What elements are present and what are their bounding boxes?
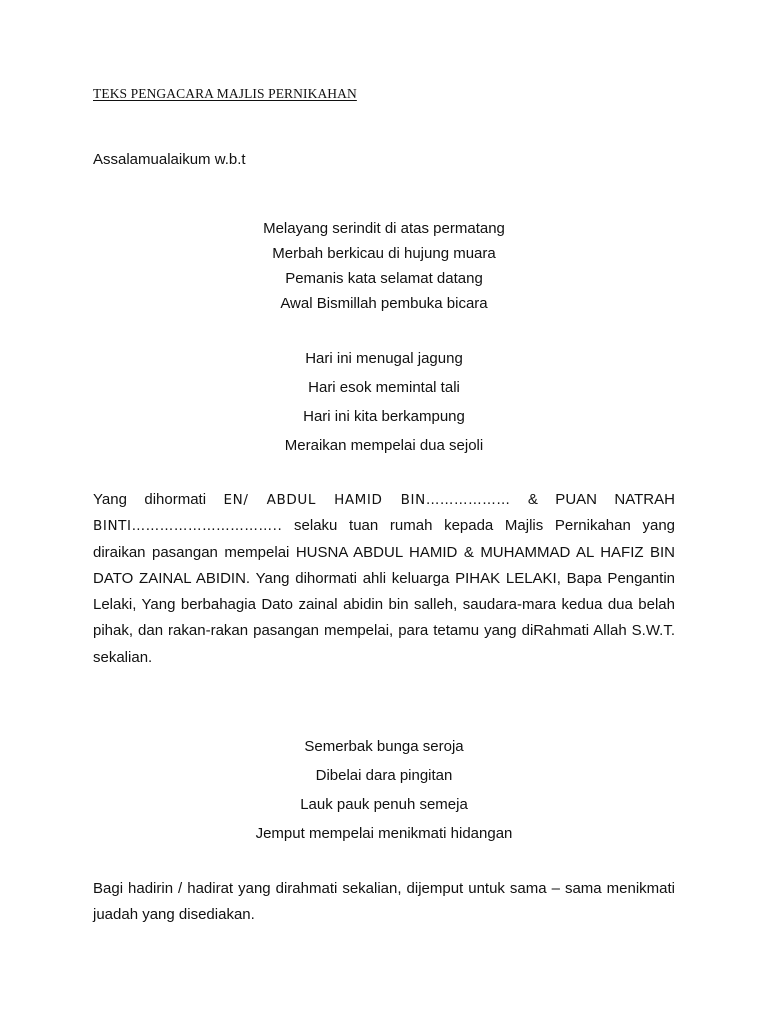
pantun-line: Melayang serindit di atas permatang	[263, 220, 505, 237]
pantun-line: Dibelai dara pingitan	[315, 767, 453, 784]
pantun-feast	[93, 732, 675, 848]
paragraph-text: Yang dihormati	[93, 491, 224, 508]
greeting: Assalamualaikum w.b.t	[93, 151, 246, 168]
pantun-opening	[93, 216, 675, 316]
pantun-line: Jemput mempelai menikmati hidangan	[255, 825, 513, 842]
pantun-gathering	[93, 344, 675, 460]
pantun-line: Lauk pauk penuh semeja	[300, 796, 468, 813]
host-father-placeholder: EN/ ABDUL HAMID BIN………………	[223, 492, 511, 508]
pantun-line: Meraikan mempelai dua sejoli	[284, 437, 484, 454]
pantun-line: Hari ini menugal jagung	[305, 350, 463, 367]
document-title: TEKS PENGACARA MAJLIS PERNIKAHAN	[93, 86, 357, 101]
welcome-paragraph	[93, 487, 675, 671]
paragraph-text: selaku tuan rumah kepada Majlis Pernikahan yang diraikan pasangan mempelai HUSNA ABDUL HAMID & MUHAMMAD AL HAFIZ BIN DATO ZAINAL ABIDIN. Yang dihormati ahli keluarga PIHAK LELAKI, Bapa Pengantin Lelaki, Yang berbahagia Dato zainal abidin bin salleh, saudara-mara kedua dua belah pihak, dan rakan-rakan pasangan mempelai, para tetamu yang diRahmati Allah S.W.T. sekalian.	[93, 517, 675, 666]
pantun-line: Semerbak bunga seroja	[304, 738, 464, 755]
pantun-line: Pemanis kata selamat datang	[285, 270, 483, 287]
paragraph-text: & PUAN NATRAH	[510, 491, 675, 508]
host-mother-placeholder: BINTI…………………………..	[93, 518, 283, 535]
pantun-line: Hari esok memintal tali	[308, 379, 460, 396]
pantun-line: Merbah berkicau di hujung muara	[272, 245, 496, 262]
pantun-line: Awal Bismillah pembuka bicara	[280, 295, 488, 312]
invitation-paragraph: Bagi hadirin / hadirat yang dirahmati sekalian, dijemput untuk sama – sama menikmati juadah yang disediakan.	[93, 880, 675, 923]
pantun-line: Hari ini kita berkampung	[303, 408, 465, 425]
